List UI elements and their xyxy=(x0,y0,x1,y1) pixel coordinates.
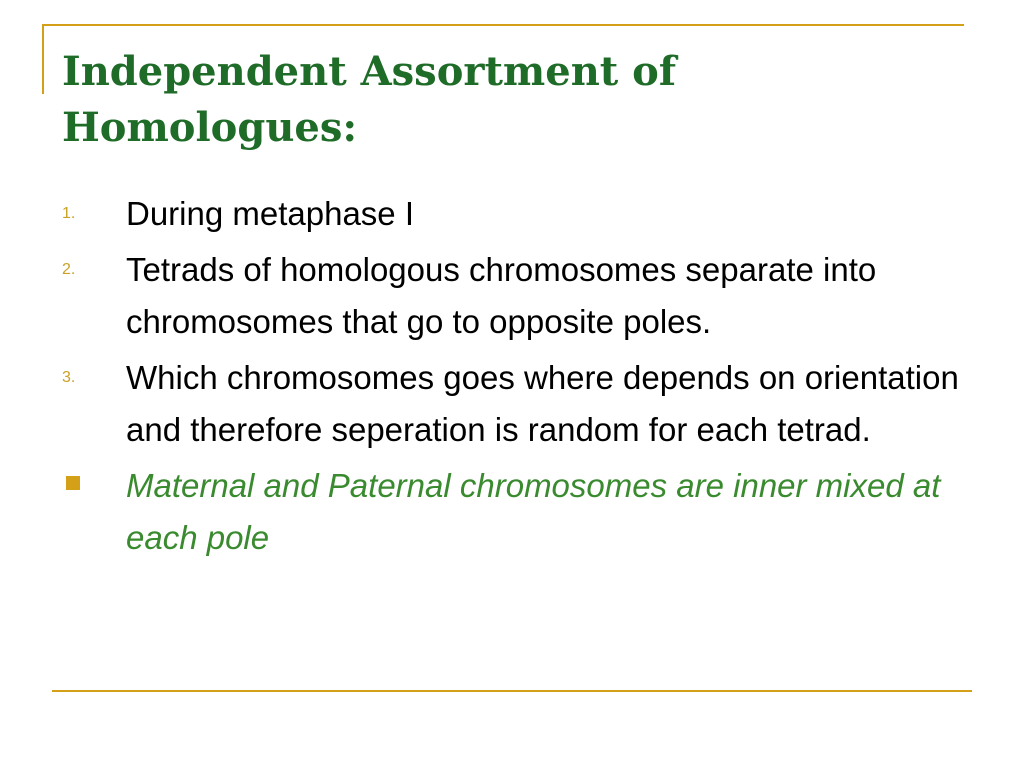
list-item-3-text: Which chromosomes goes where depends on orientation and therefore seperation is random for each tetrad. xyxy=(126,359,959,448)
list-item-4-text: Maternal and Paternal chromosomes are inner mixed at each pole xyxy=(126,467,941,556)
slide-title-line-1: Independent Assortment of xyxy=(62,48,677,95)
list-item-2-text: Tetrads of homologous chromosomes separate into chromosomes that go to opposite poles. xyxy=(126,251,877,340)
list-number-3: 3. xyxy=(62,369,76,386)
slide-title xyxy=(62,44,942,156)
list-item-4 xyxy=(62,460,962,564)
list-number-2: 2. xyxy=(62,261,76,278)
frame-left-rule xyxy=(42,24,44,94)
bottom-rule xyxy=(52,690,972,692)
list-item-3 xyxy=(62,352,962,456)
frame-top-rule xyxy=(42,24,964,26)
list-item-2 xyxy=(62,244,962,348)
list-item-1-text: During metaphase I xyxy=(126,195,414,232)
slide-title-line-2: Homologues: xyxy=(62,104,358,151)
list-item-1 xyxy=(62,188,962,240)
bullet-list xyxy=(62,188,962,568)
list-number-1: 1. xyxy=(62,205,76,222)
square-bullet-icon xyxy=(66,476,80,490)
